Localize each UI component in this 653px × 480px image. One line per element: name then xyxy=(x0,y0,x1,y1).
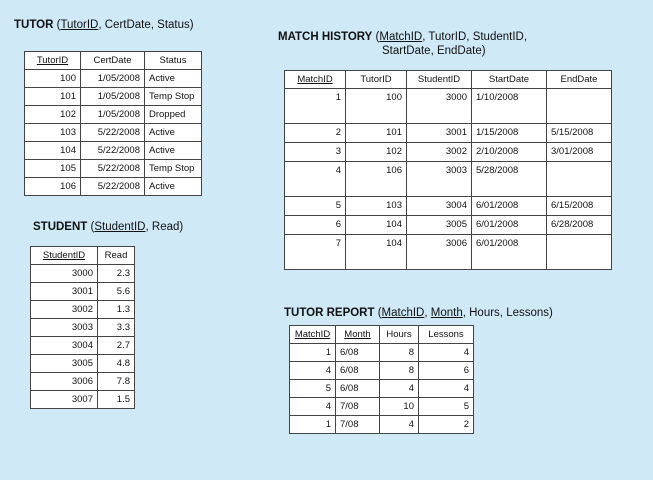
student-col-header: StudentID xyxy=(31,247,98,265)
tutor-report-title-name: TUTOR REPORT xyxy=(284,307,375,319)
match-history-table xyxy=(284,70,612,270)
table-cell: 1 xyxy=(290,344,336,362)
tutor-table xyxy=(24,51,202,196)
table-row xyxy=(290,416,474,434)
table-cell: 3002 xyxy=(407,143,472,162)
table-cell: 101 xyxy=(346,124,407,143)
table-cell: 100 xyxy=(25,70,81,88)
table-row xyxy=(290,398,474,416)
table-cell: 103 xyxy=(25,124,81,142)
table-cell: 1/05/2008 xyxy=(81,106,145,124)
table-cell: 2.7 xyxy=(98,337,135,355)
table-cell: 3 xyxy=(285,143,346,162)
match-history-title-name: MATCH HISTORY xyxy=(278,31,373,43)
match-history-title: MATCH HISTORY (MatchID, TutorID, StudentID, xyxy=(278,31,528,43)
table-cell: 6 xyxy=(419,362,474,380)
table-row xyxy=(31,265,135,283)
tutor-title-rest: , CertDate, Status) xyxy=(98,19,194,31)
match-col-header: MatchID xyxy=(285,71,346,89)
table-cell: 6/01/2008 xyxy=(472,197,547,216)
table-row xyxy=(31,355,135,373)
table-cell: 3000 xyxy=(31,265,98,283)
table-cell: 101 xyxy=(25,88,81,106)
tutor-report-title-pk2: Month xyxy=(430,307,463,319)
tutor-report-title: TUTOR REPORT (MatchID, Month, Hours, Lessons) xyxy=(284,307,553,319)
table-cell: 3000 xyxy=(407,89,472,124)
tutor-table-body xyxy=(25,70,202,196)
table-row xyxy=(285,143,612,162)
report-col-header: MatchID xyxy=(290,326,336,344)
table-cell: 3006 xyxy=(31,373,98,391)
table-cell: 5/15/2008 xyxy=(547,124,612,143)
table-cell: 3.3 xyxy=(98,319,135,337)
student-title-name: STUDENT xyxy=(33,221,88,233)
table-cell: 3001 xyxy=(31,283,98,301)
table-cell: 8 xyxy=(380,362,419,380)
table-cell: 6/28/2008 xyxy=(547,216,612,235)
match-col-header: TutorID xyxy=(346,71,407,89)
table-cell: 1/15/2008 xyxy=(472,124,547,143)
table-cell: 3004 xyxy=(407,197,472,216)
table-cell: 103 xyxy=(346,197,407,216)
table-row xyxy=(31,337,135,355)
table-cell: 3005 xyxy=(31,355,98,373)
tutor-report-table xyxy=(289,325,474,434)
report-col-header: Month xyxy=(336,326,380,344)
table-cell: 106 xyxy=(346,162,407,197)
table-cell: 3002 xyxy=(31,301,98,319)
match-history-title-rest1: , TutorID, StudentID, xyxy=(422,31,528,43)
table-cell: 8 xyxy=(380,344,419,362)
table-cell: 6/08 xyxy=(336,344,380,362)
tutor-title-pk: TutorID xyxy=(60,19,99,31)
student-table xyxy=(30,246,135,409)
table-cell: 7 xyxy=(285,235,346,270)
table-cell xyxy=(547,235,612,270)
table-cell: Active xyxy=(145,142,202,160)
table-cell: 4 xyxy=(290,362,336,380)
table-cell: 6/08 xyxy=(336,362,380,380)
student-col-header: Read xyxy=(98,247,135,265)
tutor-col-header: CertDate xyxy=(81,52,145,70)
table-cell: 4 xyxy=(290,398,336,416)
table-row xyxy=(290,380,474,398)
table-cell: 1/05/2008 xyxy=(81,70,145,88)
student-title-pk: StudentID xyxy=(94,221,146,233)
table-row xyxy=(285,124,612,143)
table-cell: 4 xyxy=(380,380,419,398)
table-cell: 104 xyxy=(25,142,81,160)
table-cell: 104 xyxy=(346,235,407,270)
table-row xyxy=(285,89,612,124)
table-cell: 7/08 xyxy=(336,398,380,416)
table-cell: 3005 xyxy=(407,216,472,235)
table-cell: 1.3 xyxy=(98,301,135,319)
table-cell: 102 xyxy=(346,143,407,162)
table-cell: 3001 xyxy=(407,124,472,143)
table-row xyxy=(285,235,612,270)
table-cell: Temp Stop xyxy=(145,160,202,178)
table-cell: 5/22/2008 xyxy=(81,160,145,178)
table-cell: 3/01/2008 xyxy=(547,143,612,162)
table-cell: 2 xyxy=(285,124,346,143)
table-cell: 4 xyxy=(285,162,346,197)
table-cell: Active xyxy=(145,124,202,142)
table-row xyxy=(31,283,135,301)
table-row xyxy=(31,301,135,319)
table-cell: 6 xyxy=(285,216,346,235)
table-cell: 5 xyxy=(285,197,346,216)
table-row xyxy=(25,70,202,88)
table-cell: Active xyxy=(145,70,202,88)
report-header-row xyxy=(290,326,474,344)
table-cell: 3006 xyxy=(407,235,472,270)
report-col-header: Lessons xyxy=(419,326,474,344)
table-cell: 2/10/2008 xyxy=(472,143,547,162)
table-cell: Active xyxy=(145,178,202,196)
table-row xyxy=(25,106,202,124)
table-row xyxy=(285,216,612,235)
table-cell: 102 xyxy=(25,106,81,124)
table-row xyxy=(31,391,135,409)
table-cell: 3007 xyxy=(31,391,98,409)
match-col-header: StartDate xyxy=(472,71,547,89)
student-table-body xyxy=(31,265,135,409)
table-cell: 5 xyxy=(290,380,336,398)
table-row xyxy=(290,362,474,380)
table-cell: 100 xyxy=(346,89,407,124)
table-row xyxy=(290,344,474,362)
table-cell: Dropped xyxy=(145,106,202,124)
table-cell: 5/22/2008 xyxy=(81,178,145,196)
table-cell: 5/22/2008 xyxy=(81,142,145,160)
table-cell: 6/01/2008 xyxy=(472,235,547,270)
table-cell: 1/05/2008 xyxy=(81,88,145,106)
table-cell: 3003 xyxy=(31,319,98,337)
table-cell: 1 xyxy=(290,416,336,434)
report-col-header: Hours xyxy=(380,326,419,344)
table-cell: 2.3 xyxy=(98,265,135,283)
table-cell: 7/08 xyxy=(336,416,380,434)
table-cell: 6/15/2008 xyxy=(547,197,612,216)
tutor-header-row xyxy=(25,52,202,70)
table-cell: 1 xyxy=(285,89,346,124)
table-row xyxy=(25,88,202,106)
table-cell: 6/01/2008 xyxy=(472,216,547,235)
table-cell: 105 xyxy=(25,160,81,178)
tutor-col-header: TutorID xyxy=(25,52,81,70)
tutor-title: TUTOR (TutorID, CertDate, Status) xyxy=(14,19,194,31)
table-cell: 1.5 xyxy=(98,391,135,409)
table-row xyxy=(25,142,202,160)
table-cell: 3003 xyxy=(407,162,472,197)
table-cell: 5/28/2008 xyxy=(472,162,547,197)
student-title: STUDENT (StudentID, Read) xyxy=(33,221,184,233)
table-cell: 10 xyxy=(380,398,419,416)
table-cell: 3004 xyxy=(31,337,98,355)
table-cell: 7.8 xyxy=(98,373,135,391)
table-cell: 106 xyxy=(25,178,81,196)
table-cell: 6/08 xyxy=(336,380,380,398)
tutor-col-header: Status xyxy=(145,52,202,70)
table-cell: Temp Stop xyxy=(145,88,202,106)
table-cell: 5 xyxy=(419,398,474,416)
match-history-title-line2: StartDate, EndDate) xyxy=(382,45,486,57)
table-row xyxy=(25,124,202,142)
student-title-rest: , Read) xyxy=(145,221,184,233)
match-col-header: EndDate xyxy=(547,71,612,89)
tutor-report-title-pk1: MatchID xyxy=(381,307,425,319)
match-history-title-pk: MatchID xyxy=(379,31,423,43)
match-header-row xyxy=(285,71,612,89)
match-table-body xyxy=(285,89,612,270)
table-cell: 4 xyxy=(419,380,474,398)
table-cell: 5/22/2008 xyxy=(81,124,145,142)
table-row xyxy=(285,162,612,197)
table-cell xyxy=(547,89,612,124)
table-cell: 5.6 xyxy=(98,283,135,301)
table-cell: 1/10/2008 xyxy=(472,89,547,124)
table-row xyxy=(31,373,135,391)
table-row xyxy=(31,319,135,337)
student-header-row xyxy=(31,247,135,265)
table-cell: 4 xyxy=(380,416,419,434)
tutor-title-name: TUTOR xyxy=(14,19,54,31)
match-col-header: StudentID xyxy=(407,71,472,89)
report-table-body xyxy=(290,344,474,434)
table-row xyxy=(25,178,202,196)
table-row xyxy=(285,197,612,216)
table-cell: 2 xyxy=(419,416,474,434)
table-cell: 4 xyxy=(419,344,474,362)
table-cell: 104 xyxy=(346,216,407,235)
tutor-report-title-rest: , Hours, Lessons) xyxy=(462,307,553,319)
table-row xyxy=(25,160,202,178)
table-cell: 4.8 xyxy=(98,355,135,373)
table-cell xyxy=(547,162,612,197)
